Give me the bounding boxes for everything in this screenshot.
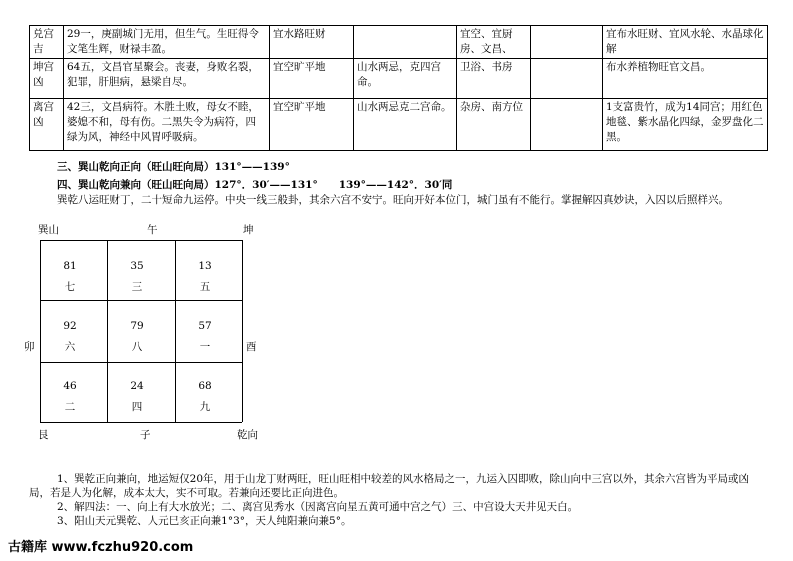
cell-star: 三 — [131, 281, 143, 293]
cell-numbers: 46 — [63, 380, 77, 392]
table-cell — [354, 26, 457, 59]
table-cell: 山水两忌克二宫命。 — [354, 99, 457, 151]
table-cell: 离宫凶 — [30, 99, 64, 151]
table-cell: 布水养植物旺官文昌。 — [603, 59, 768, 99]
cell-numbers: 57 — [198, 320, 212, 332]
table-cell: 宜空、宜厨房、文昌、 — [457, 26, 531, 59]
table-cell: 宜空旷平地 — [270, 99, 354, 151]
label-xun-shan: 巽山 — [38, 224, 59, 236]
table-cell: 坤宫凶 — [30, 59, 64, 99]
grid-line — [175, 240, 176, 422]
table-cell: 42三，文昌病符。木胜土败，母女不睦，婆媳不和，母有伤。二黑失令为病符，四绿为风，神经中风胃呼吸病。 — [64, 99, 270, 151]
label-kun: 坤 — [243, 224, 254, 236]
table-row — [30, 26, 768, 59]
table-cell: 64五，文昌官星聚会。丧妻，身败名裂，犯罪，肝胆病，悬梁自尽。 — [64, 59, 270, 99]
grid-line — [40, 422, 242, 423]
table-cell: 1支富贵竹，成为14同宫；用红色地毯、紫水晶化四绿，金罗盘化二黑。 — [603, 99, 768, 151]
cell-numbers: 13 — [198, 260, 212, 272]
cell-numbers: 35 — [130, 260, 144, 272]
cell-star: 六 — [64, 341, 76, 353]
cell-star: 九 — [199, 401, 211, 413]
cell-star: 八 — [131, 341, 143, 353]
grid-line — [40, 240, 242, 241]
notes-section — [29, 472, 767, 528]
table-cell: 宜水路旺财 — [270, 26, 354, 59]
table-cell: 杂房、南方位 — [457, 99, 531, 151]
table-cell: 29一，庚副城门无用，但生气。生旺得令文笔生辉，财禄丰盈。 — [64, 26, 270, 59]
label-zi: 子 — [140, 429, 151, 441]
table-cell — [531, 59, 603, 99]
cell-numbers: 79 — [130, 320, 144, 332]
section-heading-3: 三、巽山乾向正向（旺山旺向局）131°——139° — [57, 161, 290, 173]
table-cell — [531, 26, 603, 59]
label-wu: 午 — [147, 224, 158, 236]
table-row — [30, 59, 768, 99]
label-you: 酉 — [246, 341, 257, 353]
label-mao: 卯 — [24, 341, 35, 353]
cell-star: 二 — [64, 401, 76, 413]
cell-star: 七 — [64, 281, 76, 293]
table-cell — [531, 99, 603, 151]
note-2: 2、解四法：一、向上有大水放光；二、离宫见秀水（因离宫向星五黄可通中宫之气）三、中宫设大天井见天白。 — [57, 501, 579, 513]
table-cell: 宜空旷平地 — [270, 59, 354, 99]
cell-numbers: 81 — [63, 260, 77, 272]
note-3: 3、阳山天元巽乾、人元巳亥正向兼1°3°，天人纯阳兼向兼5°。 — [57, 515, 352, 527]
label-qian-xiang: 乾向 — [237, 429, 258, 441]
grid-line — [107, 240, 108, 422]
label-gen: 艮 — [38, 429, 49, 441]
table-cell: 宜布水旺财、宜风水轮、水晶球化解 — [603, 26, 768, 59]
note-1: 1、巽乾正向兼向，地运短仅20年，用于山龙丁财两旺，旺山旺相中较差的风水格局之一，九运入囚即败，除山向中三宫以外，其余六宫皆为平局或凶局，若是人为化解，成本太大，实不可取。若兼向还要比正向进色。 — [29, 473, 750, 499]
table-cell: 兑宫吉 — [30, 26, 64, 59]
table-row — [30, 99, 768, 151]
cell-star: 五 — [199, 281, 211, 293]
palace-table — [29, 25, 768, 151]
grid-line — [40, 362, 242, 363]
section-heading-4: 四、巽山乾向兼向（旺山旺向局）127°．30′——131° 139°——142°．30′同 — [57, 179, 453, 191]
grid-line — [242, 240, 243, 422]
cell-numbers: 68 — [198, 380, 212, 392]
cell-star: 四 — [131, 401, 143, 413]
cell-star: 一 — [199, 341, 211, 353]
cell-numbers: 92 — [63, 320, 77, 332]
intro-verse: 巽乾八运旺财丁，二十短命九运停。中央一线三般卦，其余六宫不安宁。旺向开好本位门，城门虽有不能行。掌握解囚真妙诀，入囚以后照样兴。 — [57, 194, 729, 206]
grid-line — [40, 300, 242, 301]
cell-numbers: 24 — [130, 380, 144, 392]
grid-line — [40, 240, 41, 422]
table-cell: 山水两忌，克四宫命。 — [354, 59, 457, 99]
table-cell: 卫浴、书房 — [457, 59, 531, 99]
site-watermark: 古籍库 www.fczhu920.com — [8, 540, 194, 555]
